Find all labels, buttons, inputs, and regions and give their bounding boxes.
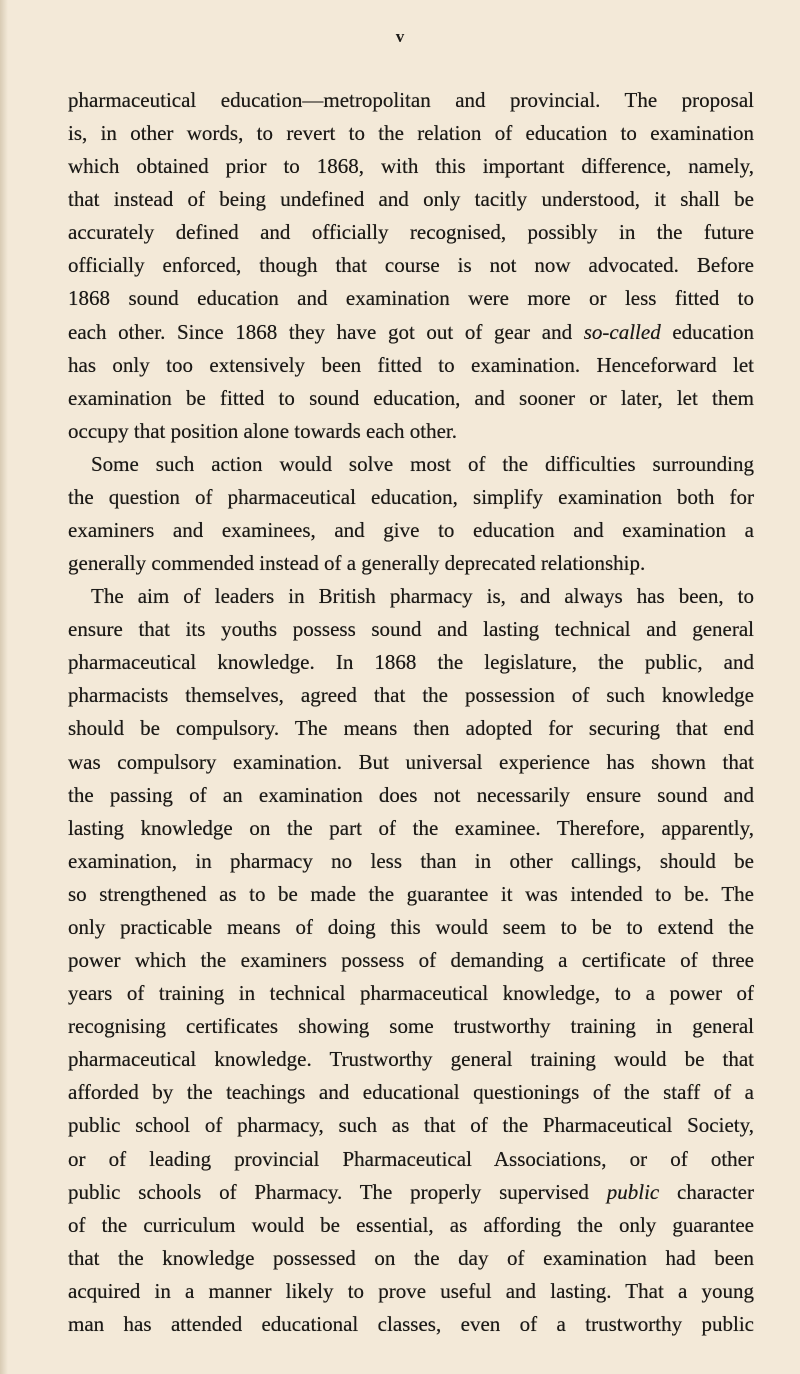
line-text: or of leading provincial Pharmaceutical Associations, or of other bbox=[68, 1146, 754, 1171]
text-line bbox=[68, 1076, 754, 1109]
text-line bbox=[68, 679, 754, 712]
body-text bbox=[68, 84, 754, 1341]
line-text: has only too extensively been fitted to examination. Henceforward let bbox=[68, 352, 754, 377]
line-text: was compulsory examination. But universal experience has shown that bbox=[68, 749, 754, 774]
text-line bbox=[68, 415, 754, 448]
page-edge bbox=[0, 0, 8, 1374]
line-text: that instead of being undefined and only tacitly understood, it shall be bbox=[68, 187, 754, 212]
text-line bbox=[68, 845, 754, 878]
line-text: pharmaceutical knowledge. In 1868 the legislature, the public, and bbox=[68, 650, 754, 675]
text-line bbox=[68, 911, 754, 944]
line-text: the question of pharmaceutical education, simplify examination both for bbox=[68, 484, 754, 509]
text-line bbox=[68, 1209, 754, 1242]
line-text: lasting knowledge on the part of the examinee. Therefore, apparently, bbox=[68, 815, 754, 840]
line-text: public school of pharmacy, such as that of the Pharmaceutical Society, bbox=[68, 1113, 754, 1138]
line-text: of the curriculum would be essential, as affording the only guarantee bbox=[68, 1212, 754, 1237]
line-text: recognising certificates showing some trustworthy training in general bbox=[68, 1014, 754, 1039]
line-text: examiners and examinees, and give to education and examination a bbox=[68, 518, 754, 543]
text-line bbox=[68, 1242, 754, 1275]
line-text: character bbox=[659, 1179, 754, 1204]
line-text: accurately defined and officially recognised, possibly in the future bbox=[68, 220, 754, 245]
text-line bbox=[68, 646, 754, 679]
line-text: generally commended instead of a generally deprecated relationship. bbox=[68, 551, 646, 576]
text-line bbox=[68, 382, 754, 415]
text-line bbox=[68, 1308, 754, 1341]
line-text: that the knowledge possessed on the day of examination had been bbox=[68, 1245, 754, 1270]
text-line bbox=[68, 746, 754, 779]
line-text: occupy that position alone towards each other. bbox=[68, 418, 457, 443]
line-text: man has attended educational classes, even of a trustworthy public bbox=[68, 1311, 754, 1336]
line-text: each other. Since 1868 they have got out of gear and bbox=[68, 319, 584, 344]
line-text: The aim of leaders in British pharmacy is, and always has been, to bbox=[91, 584, 754, 609]
text-line bbox=[68, 812, 754, 845]
line-text: pharmacists themselves, agreed that the possession of such knowledge bbox=[68, 683, 754, 708]
line-text: 1868 sound education and examination were more or less fitted to bbox=[68, 286, 754, 311]
line-text: officially enforced, though that course is not now advocated. Before bbox=[68, 253, 754, 278]
text-line bbox=[68, 977, 754, 1010]
line-text: examination be fitted to sound education, and sooner or later, let them bbox=[68, 385, 754, 410]
line-text: which obtained prior to 1868, with this important difference, namely, bbox=[68, 154, 754, 179]
text-line bbox=[68, 1010, 754, 1043]
text-line bbox=[68, 216, 754, 249]
line-text: pharmaceutical education—metropolitan and provincial. The proposal bbox=[68, 88, 754, 112]
text-line bbox=[68, 150, 754, 183]
text-line bbox=[68, 349, 754, 382]
text-line bbox=[68, 1143, 754, 1176]
line-text: years of training in technical pharmaceutical knowledge, to a power of bbox=[68, 981, 754, 1006]
text-line bbox=[68, 613, 754, 646]
line-text: pharmaceutical knowledge. Trustworthy general training would be that bbox=[68, 1047, 754, 1072]
text-line bbox=[68, 547, 754, 580]
page-number: v bbox=[395, 27, 405, 46]
line-text: only practicable means of doing this would seem to be to extend the bbox=[68, 914, 754, 939]
line-text: acquired in a manner likely to prove useful and lasting. That a young bbox=[68, 1278, 754, 1303]
text-line bbox=[68, 1109, 754, 1142]
line-text: Some such action would solve most of the difficulties surrounding bbox=[91, 451, 754, 476]
line-text: public schools of Pharmacy. The properly supervised bbox=[68, 1179, 607, 1204]
line-text: education bbox=[660, 319, 754, 344]
text-line bbox=[68, 117, 754, 150]
text-line bbox=[68, 481, 754, 514]
text-line bbox=[68, 878, 754, 911]
line-text: examination, in pharmacy no less than in other callings, should be bbox=[68, 848, 754, 873]
text-line bbox=[68, 316, 754, 349]
text-line bbox=[68, 1275, 754, 1308]
line-text: so strengthened as to be made the guarantee it was intended to be. The bbox=[68, 881, 754, 906]
text-line bbox=[68, 1043, 754, 1076]
line-text: afforded by the teachings and educational questionings of the staff of a bbox=[68, 1080, 754, 1105]
line-text: power which the examiners possess of demanding a certificate of three bbox=[68, 948, 754, 973]
text-line bbox=[68, 712, 754, 745]
text-line bbox=[68, 84, 754, 117]
text-line bbox=[68, 1176, 754, 1209]
italic-text: so-called bbox=[583, 319, 661, 344]
italic-text: public bbox=[606, 1179, 660, 1204]
text-line bbox=[68, 448, 754, 481]
line-text: should be compulsory. The means then adopted for securing that end bbox=[68, 716, 754, 741]
text-line bbox=[68, 249, 754, 282]
text-line bbox=[68, 580, 754, 613]
text-line bbox=[68, 779, 754, 812]
line-text: ensure that its youths possess sound and lasting technical and general bbox=[68, 617, 754, 642]
text-line bbox=[68, 183, 754, 216]
line-text: the passing of an examination does not necessarily ensure sound and bbox=[68, 782, 754, 807]
line-text: is, in other words, to revert to the relation of education to examination bbox=[68, 121, 754, 146]
text-line bbox=[68, 944, 754, 977]
text-line bbox=[68, 514, 754, 547]
text-line bbox=[68, 282, 754, 315]
